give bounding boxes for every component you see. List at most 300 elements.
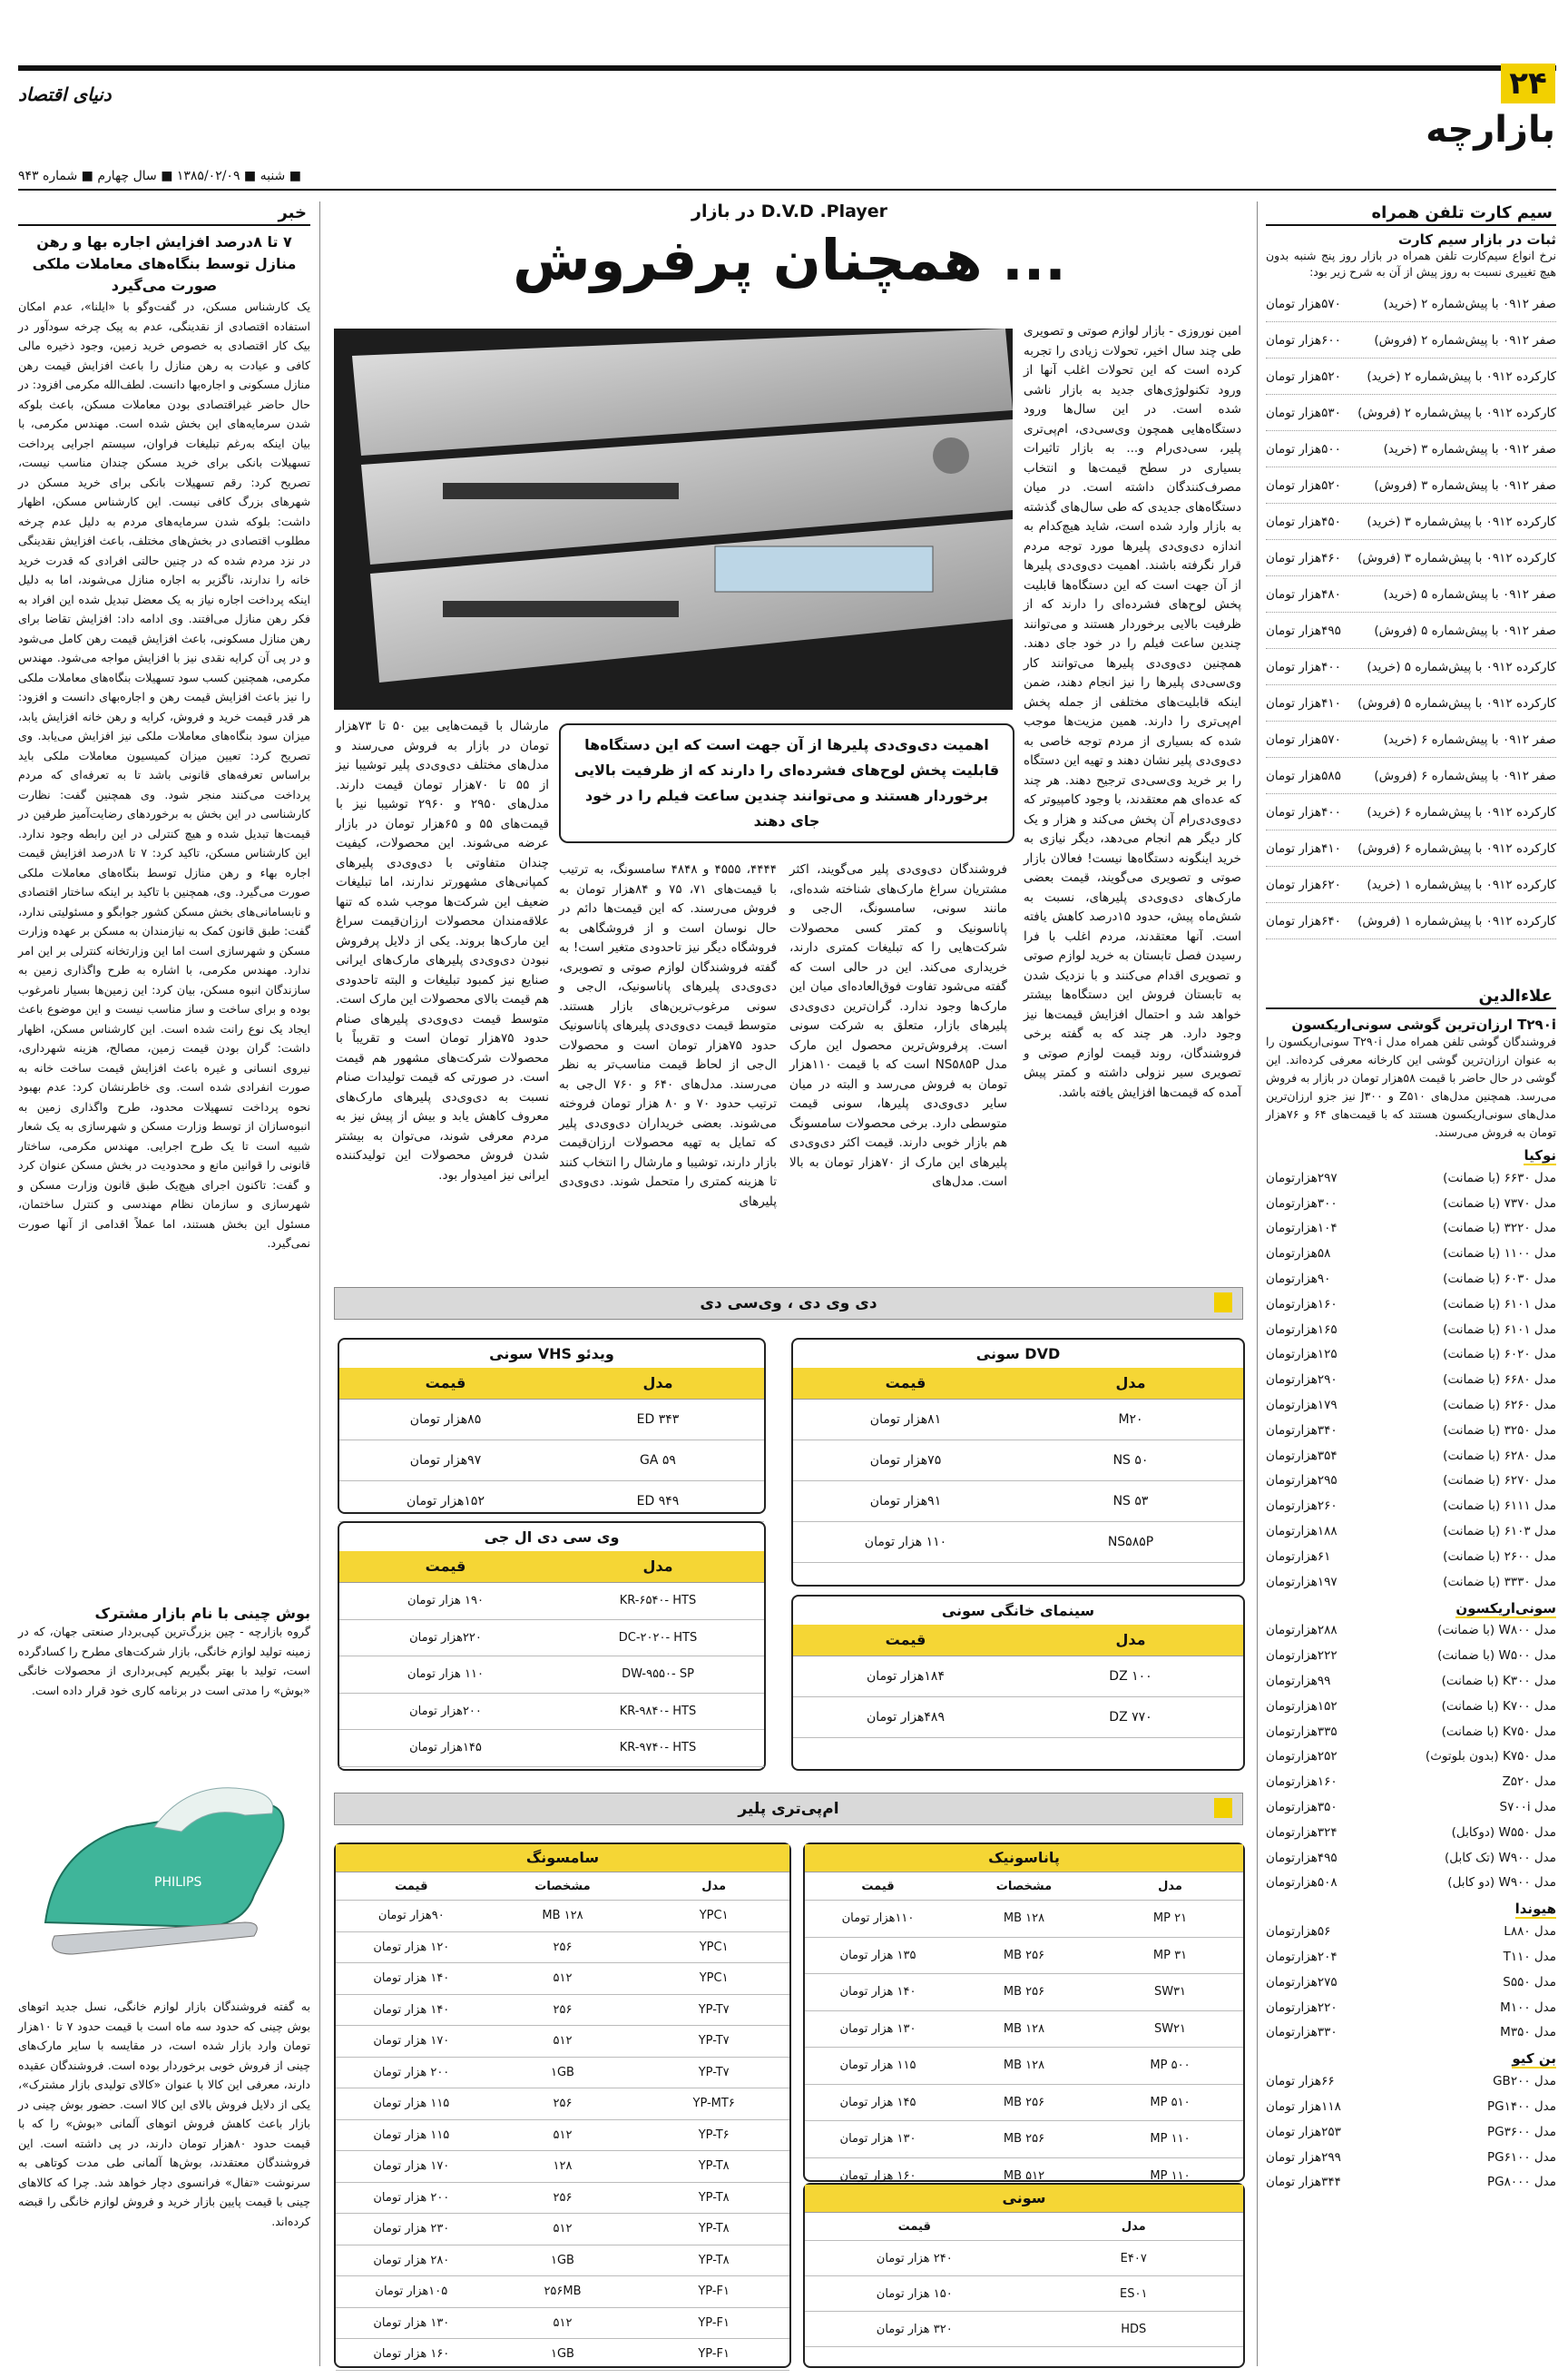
table-cell: ۴۸۹هزار تومان <box>867 1710 945 1725</box>
table-cell: YP-F۱ <box>698 2347 730 2362</box>
table-cell: YP-T۸ <box>698 2190 730 2205</box>
col-model: مدل <box>1158 1879 1182 1893</box>
table-cell: ۱۷۰ هزار تومان <box>373 2159 450 2174</box>
phone-price-list <box>1266 1142 1556 2195</box>
table-cell: ۱۵۲هزارتومان <box>1266 1698 1338 1714</box>
sim-price-row <box>1266 431 1556 467</box>
table-cell: ۲۸۰ هزار تومان <box>373 2253 450 2267</box>
table-cell: ۲۵۲هزارتومان <box>1266 1749 1338 1764</box>
table-cell: ۹۷هزار تومان <box>409 1453 482 1468</box>
phone-price-row <box>1266 1518 1556 1544</box>
table-cell: ۱GB <box>551 2253 574 2267</box>
table-cell: ۲۹۷هزارتومان <box>1266 1170 1338 1185</box>
dvd-vcd-bar: دی وی دی ، وی‌سی دی <box>334 1287 1243 1320</box>
table-row <box>336 2151 789 2183</box>
table-row <box>805 2312 1243 2347</box>
article-callout: اهمیت دی‌وی‌دی پلیرها از آن جهت است که این دستگاه‌ها قابلیت پخش لوح‌های فشرده‌ای را دارند که از ظرفیت بالایی برخوردار هستند و می‌توانند چندین ساعت فیلم را در خود جای دهند <box>559 723 1014 843</box>
table-cell: ۹۹هزارتومان <box>1266 1674 1331 1689</box>
table-cell: ۲۵۶ MB <box>1003 2095 1045 2109</box>
sim-price-row <box>1266 395 1556 431</box>
table-cell: کارکرده ۰۹۱۲ با پیش‌شماره ۵ (خرید) <box>1367 659 1556 674</box>
table-row <box>339 1400 764 1440</box>
table-row <box>793 1440 1243 1481</box>
table-cell: ۶۱هزارتومان <box>1266 1548 1331 1564</box>
table-cell: ۳۴۴هزار تومان <box>1266 2175 1341 2190</box>
section-title: بازارچه <box>1426 109 1555 151</box>
table-cell: ۵۱۲ <box>553 2127 573 2142</box>
table-cell: ۳۵۰هزارتومان <box>1266 1800 1338 1815</box>
phone-price-row <box>1266 1970 1556 1995</box>
column-divider <box>319 201 320 2366</box>
news-column <box>18 201 310 1253</box>
table-cell: ۱۰۴هزارتومان <box>1266 1221 1338 1236</box>
table-cell: ۹۱هزار تومان <box>869 1494 942 1508</box>
col-spec: مشخصات <box>534 1879 591 1893</box>
panasonic-table <box>805 1901 1243 2232</box>
table-cell: مدل ۶۱۰۱ (با ضمانت) <box>1443 1296 1556 1312</box>
table-cell: مدل K۷۵۰ (با ضمانت) <box>1441 1724 1556 1739</box>
table-cell: ۱۲۸ MB <box>1003 2021 1045 2036</box>
table-cell: KR-۹۸۴۰- HTS <box>619 1704 697 1718</box>
table-cell: YPC۱ <box>699 1971 729 1986</box>
dvd-sony-title: DVD سونی <box>975 1345 1061 1362</box>
table-cell: ۱GB <box>551 2065 574 2079</box>
table-cell: NS ۵۳ <box>1112 1494 1149 1508</box>
iron-photo <box>18 1741 310 1986</box>
table-cell: کارکرده ۰۹۱۲ با پیش‌شماره ۲ (خرید) <box>1367 368 1556 384</box>
table-cell: ED ۹۴۹ <box>636 1494 680 1508</box>
table-cell: M۲۰ <box>1118 1412 1143 1427</box>
table-cell: ۵۲۰هزار تومان <box>1266 477 1341 493</box>
table-cell: ۴۱۰هزار تومان <box>1266 695 1341 711</box>
table-cell: مدل ۶۰۳۰ (با ضمانت) <box>1443 1272 1556 1287</box>
sim-price-row <box>1266 649 1556 685</box>
table-row <box>336 2308 789 2340</box>
table-cell: YP-F۱ <box>698 2285 730 2299</box>
table-cell: MP ۱۱۰ <box>1150 2168 1191 2183</box>
table-cell: ۱۰۵هزار تومان <box>375 2285 448 2299</box>
alaeddin-text: فروشندگان گوشی تلفن همراه مدل T۲۹۰i سونی‌اریکسون را به عنوان ارزان‌ترین گوشی این کارخانه معرفی کرده‌اند. این گوشی در حال حاضر با قیمت ۵۸هزار تومان در بازار به فروش می‌رسد. همچنین مدل‌های Z۵۱۰ و J۳۰۰ نیز جزو ارزان‌ترین مدل‌های سونی‌اریکسون هستند که با قیمت‌های ۶۴ و ۷۶هزار تومان به فروش می‌رسند. <box>1266 1035 1557 1139</box>
table-cell: DZ ۷۷۰ <box>1109 1710 1152 1725</box>
table-cell: ۲۰۰ هزار تومان <box>373 2065 450 2079</box>
table-cell: ۲۵۶ <box>553 1940 573 1954</box>
table-cell: ۴۰۰هزار تومان <box>1266 804 1341 820</box>
table-cell: ۲۵۶ <box>553 2190 573 2205</box>
table-cell: مدل ۶۱۰۱ (با ضمانت) <box>1443 1322 1556 1337</box>
sim-price-row <box>1266 322 1556 359</box>
table-cell: ۹۰هزارتومان <box>1266 1272 1331 1287</box>
table-cell: مدل ۶۶۳۰ (با ضمانت) <box>1443 1170 1556 1185</box>
table-cell: ۲۵۶ MB <box>1003 2132 1045 2147</box>
sim-price-row <box>1266 830 1556 867</box>
phone-price-row <box>1266 1216 1556 1242</box>
table-row <box>336 2058 789 2089</box>
vhs-title: ویدئو VHS سونی <box>489 1345 614 1362</box>
sim-price-row <box>1266 722 1556 758</box>
table-cell: ۲۹۵هزارتومان <box>1266 1473 1338 1489</box>
phone-price-row <box>1266 1191 1556 1216</box>
table-cell: مدل W۵۵۰ (دوکابل) <box>1451 1824 1556 1840</box>
bar-marker <box>1214 1292 1232 1312</box>
table-cell: مدل T۱۱۰ <box>1503 1950 1556 1964</box>
table-row <box>805 1901 1243 1938</box>
table-cell: ۱۳۰ هزار تومان <box>839 2021 916 2036</box>
table-row <box>336 2088 789 2120</box>
table-cell: کارکرده ۰۹۱۲ با پیش‌شماره ۱ (خرید) <box>1367 877 1556 892</box>
phone-brand-heading: نوکیا <box>1524 1147 1556 1164</box>
vcd-lg-title: وی سی دی ال جی <box>484 1528 620 1546</box>
column-divider <box>1257 201 1258 2366</box>
col-model: مدل <box>642 1374 673 1391</box>
phone-price-row <box>1266 1719 1556 1744</box>
table-cell: ۱۱۵ هزار تومان <box>373 2127 450 2142</box>
phone-price-row <box>1266 1569 1556 1595</box>
table-cell: صفر ۰۹۱۲ با پیش‌شماره ۲ (خرید) <box>1383 296 1556 311</box>
sim-price-row <box>1266 540 1556 576</box>
col-price: قیمت <box>395 1879 428 1893</box>
table-cell: ۲۸۸هزارتومان <box>1266 1623 1338 1638</box>
table-row <box>805 2048 1243 2085</box>
phone-price-row <box>1266 1995 1556 2020</box>
table-cell: ۱۴۰ هزار تومان <box>373 2002 450 2017</box>
table-cell: ۵۷۰هزار تومان <box>1266 732 1341 747</box>
table-cell: ۲۶۰هزارتومان <box>1266 1499 1338 1514</box>
phone-price-row <box>1266 2169 1556 2195</box>
table-cell: مدل Z۵۲۰ <box>1502 1774 1556 1790</box>
table-row <box>336 2339 789 2371</box>
table-row <box>339 1694 764 1731</box>
col-model: مدل <box>642 1557 673 1575</box>
table-row <box>336 2214 789 2245</box>
vhs-table <box>339 1400 764 1522</box>
phone-brand-heading: هیوندا <box>1514 1901 1556 1918</box>
table-cell: ۴۸۰هزار تومان <box>1266 586 1341 602</box>
phone-price-row <box>1266 1342 1556 1368</box>
table-cell: ۲۵۳هزار تومان <box>1266 2124 1341 2139</box>
sim-price-row <box>1266 903 1556 939</box>
table-cell: ۲۰۰ هزار تومان <box>373 2190 450 2205</box>
brand-logo: دنیای اقتصاد <box>18 84 112 105</box>
table-row <box>805 2121 1243 2158</box>
table-cell: ۲۵۶ MB <box>1003 1985 1045 2000</box>
table-cell: کارکرده ۰۹۱۲ با پیش‌شماره ۳ (خرید) <box>1367 514 1556 529</box>
phone-price-row <box>1266 1266 1556 1292</box>
col-model: مدل <box>1115 1374 1146 1391</box>
table-cell: NS۵۸۵P <box>1107 1535 1154 1549</box>
table-cell: ۵۷۰هزار تومان <box>1266 296 1341 311</box>
table-cell: ۲۰۰هزار تومان <box>409 1704 482 1718</box>
table-cell: ۱۲۸ MB <box>1003 2059 1045 2073</box>
phone-price-row <box>1266 1241 1556 1266</box>
table-cell: مدل S۷۰۰i <box>1499 1800 1556 1815</box>
phone-price-row <box>1266 2145 1556 2170</box>
phone-price-row <box>1266 1367 1556 1392</box>
bosch-body <box>18 1997 310 2231</box>
phone-price-row <box>1266 1694 1556 1719</box>
phone-price-row <box>1266 1919 1556 1944</box>
table-row <box>793 1656 1243 1697</box>
table-cell: YP-T۷ <box>698 2065 730 2079</box>
table-row <box>805 1938 1243 1975</box>
table-cell: ۲۵۶ <box>553 2002 573 2017</box>
table-cell: مدل ۳۲۵۰ (با ضمانت) <box>1443 1422 1556 1438</box>
table-cell: ۱۶۰ هزار تومان <box>839 2168 916 2183</box>
table-cell: مدل ۷۳۷۰ (با ضمانت) <box>1443 1195 1556 1211</box>
table-cell: ۲۲۲هزارتومان <box>1266 1648 1338 1664</box>
phone-price-row <box>1266 1493 1556 1518</box>
table-row <box>336 1901 789 1932</box>
table-cell: DW-۹۵۵۰- SP <box>622 1667 694 1682</box>
col-price: قیمت <box>425 1557 466 1575</box>
table-cell: KR-۹۷۴۰- HTS <box>619 1741 697 1755</box>
header-rule <box>18 65 1556 71</box>
bosch-headline: بوش چینی با نام بازار مشترک <box>94 1605 310 1622</box>
table-cell: مدل K۷۵۰ (بدون بلوتوث) <box>1425 1749 1556 1764</box>
table-cell: ۱۲۵هزارتومان <box>1266 1347 1338 1362</box>
sim-price-row <box>1266 758 1556 794</box>
sim-card-column <box>1266 201 1556 939</box>
table-cell: کارکرده ۰۹۱۲ با پیش‌شماره ۳ (فروش) <box>1357 550 1556 565</box>
phone-price-row <box>1266 2119 1556 2145</box>
table-cell: ۲۲۰هزارتومان <box>1266 2000 1338 2015</box>
table-cell: کارکرده ۰۹۱۲ با پیش‌شماره ۵ (فروش) <box>1357 695 1556 711</box>
news-headline: ۷ تا ۸درصد افزایش اجاره بها و رهن منازل توسط بنگاه‌های معاملات ملکی صورت می‌گیرد <box>32 233 297 294</box>
dvd-sony-table <box>793 1400 1243 1563</box>
table-cell: ۲۰۴هزارتومان <box>1266 1950 1338 1964</box>
panasonic-box <box>803 1842 1245 2182</box>
samsung-box <box>334 1842 791 2368</box>
table-cell: مدل ۶۰۲۰ (با ضمانت) <box>1443 1347 1556 1362</box>
table-cell: ۲۵۶ <box>553 2097 573 2111</box>
article-kicker: D.V.D .Player در بازار <box>691 201 887 221</box>
table-cell: ۵۱۲ MB <box>1003 2168 1045 2183</box>
col-price: قیمت <box>885 1374 926 1391</box>
table-row <box>793 1481 1243 1522</box>
table-cell: ۵۲۰هزار تومان <box>1266 368 1341 384</box>
table-cell: MP ۲۱ <box>1152 1911 1188 1926</box>
table-cell: کارکرده ۰۹۱۲ با پیش‌شماره ۶ (خرید) <box>1367 804 1556 820</box>
news-label: خبر <box>18 201 310 226</box>
table-cell: مدل W۵۰۰ (با ضمانت) <box>1437 1648 1556 1664</box>
table-row <box>336 1995 789 2027</box>
sim-price-row <box>1266 794 1556 830</box>
table-cell: ۴۰۰هزار تومان <box>1266 659 1341 674</box>
table-cell: ۵۶هزارتومان <box>1266 1924 1331 1940</box>
col-price: قیمت <box>885 1631 926 1648</box>
vcd-lg-table <box>339 1583 764 1767</box>
table-cell: YP-T۶ <box>698 2127 730 2142</box>
phone-price-row <box>1266 1392 1556 1418</box>
table-cell: ED ۳۴۳ <box>636 1412 680 1427</box>
page-number: ۲۴ <box>1501 64 1555 103</box>
table-cell: صفر ۰۹۱۲ با پیش‌شماره ۳ (فروش) <box>1374 477 1556 493</box>
bosch-body-text: به گفته فروشندگان بازار لوازم خانگی، نسل جدید اتوهای بوش چینی که حدود سه ماه است با قیمت حدود ۷ تا ۱۰هزار تومان وارد بازار شده است، در مقایسه با سایر مارک‌های چینی از فروش خوبی برخوردار بوده است. فروشندگان عقیده دارند، معرفی این کالا با عنوان «کالای تولیدی بازار مشترک»، یکی از دلایل فروش بالای این کالا است. حضور بوش چینی در بازار باعث کاهش فروش اتوهای آلمانی «بوش» را که با قیمت حدود ۸۰هزار تومان دارند، در پی داشته است. این فروشندگان معتقدند، بوش‌ها آلمانی طی مدت کوتاهی به سرنوشت «تفال» فرانسوی دچار خواهد شد. چرا که کالاهای چینی با قیمت پایین بازار خرید و فروش لوازم خانگی را قبضه کرده‌اند. <box>18 2000 310 2228</box>
table-cell: ۴۵۰هزار تومان <box>1266 514 1341 529</box>
col-price: قیمت <box>861 1879 895 1893</box>
table-cell: مدل M۳۵۰ <box>1500 2025 1556 2040</box>
table-cell: صفر ۰۹۱۲ با پیش‌شماره ۲ (فروش) <box>1374 332 1556 348</box>
sim-price-row <box>1266 359 1556 395</box>
table-cell: MP ۱۱۰ <box>1150 2132 1191 2147</box>
col-model: مدل <box>1121 2219 1146 2234</box>
table-cell: صفر ۰۹۱۲ با پیش‌شماره ۳ (خرید) <box>1383 441 1556 457</box>
table-row <box>793 1697 1243 1738</box>
table-cell: ۱۲۸ <box>553 2159 573 2174</box>
table-cell: مدل K۷۰۰ (با ضمانت) <box>1441 1698 1556 1714</box>
dvd-photo <box>334 329 1013 710</box>
bar-marker <box>1214 1798 1232 1818</box>
table-cell: YP-T۷ <box>698 2034 730 2049</box>
table-cell: مدل PG۸۰۰۰ <box>1486 2175 1556 2190</box>
table-cell: مدل ۶۱۰۳ (با ضمانت) <box>1443 1524 1556 1539</box>
table-cell: ۵۰۰هزار تومان <box>1266 441 1341 457</box>
table-cell: صفر ۰۹۱۲ با پیش‌شماره ۶ (فروش) <box>1374 768 1556 783</box>
phone-price-row <box>1266 1744 1556 1770</box>
table-cell: مدل PG۳۶۰۰ <box>1486 2124 1556 2139</box>
table-cell: ۲۲۰هزار تومان <box>409 1630 482 1645</box>
home-theater-box <box>791 1595 1245 1771</box>
table-cell: YP-T۷ <box>698 2002 730 2017</box>
table-row <box>805 2241 1243 2276</box>
news-body: یک کارشناس مسکن، در گفت‌وگو با «ایلنا»، عدم امکان استفاده اقتصادی از نقدینگی، عدم به پیک چرخه سودآور در بیک کار اقتصادی به خصوص خرید زمین، وجود ذخیره مالی کافی و عیادت به رهن منازل را باعث افزایش قیمت رهن منازل مسکونی و اجاره‌بها دانست. لطف‌الله مکرمی افزود: در حال حاضر غیراقتصادی بودن معاملات مسکن، باعث بلوکه شدن سرمایه‌های این بخش شده است. مهندس مکرمی، با بیان اینکه به‌رغم تبلیغات فراوان، سیستم اجرایی پرداخت تسهیلات بانکی برای خرید مسکن چندان مناسب نیست، تصریح کرد: رقم تسهیلات بانکی برای خرید مسکن در شهرهای بزرگ کافی نیست. این کارشناس مسکن، اظهار داشت: بلوکه شدن سرمایه‌های مردم به دلیل عدم چرخه مطلوب اقتصادی در بخش‌های مختلف، باعث افزایش نقدینگی در نزد مردم شده که در چنین حالتی افرادی که قدرت خرید خانه را ندارند، ناگزیر به اجاره منازل می‌شوند، اما به دلیل اینکه پرداخت اجاره نیاز به یک معضل تبدیل شده این افراد به فکر رهن منازل می‌افتند. وی ادامه داد: افزایش تقاضا برای رهن منازل مسکونی، باعث افزایش قیمت رهن کامل می‌شود و در پی آن کرایه نقدی نیز با افزایش مواجه می‌شود. مهندس مکرمی، همچنین کسب سود تسهیلات بنگاه‌های معاملات ملکی را نیز باعث افزایش قیمت رهن و اجاره‌بهای دانست و افزود: هر قدر قیمت خرید و فروش، کرایه و رهن خانه افزایش یابد، میزان سود بنگاه‌های معاملات ملکی نیز افزایش می‌یابد. وی تصریح کرد: تعیین میزان کمیسیون معاملات ملکی باید براساس تعرفه‌های قانونی باشد تا به تعرفه‌ای که مردم پرداخت می‌کنند منجر شود. وی همچنین گفت: نظارت کارشناسی در این بخش به برخوردهای رضایت‌آمیز طرفین در قیمت‌ها تبدیل شده و هیچ کنترلی در این رابطه وجود ندارد. این کارشناس مسکن، تاکید کرد: ۷ تا ۸درصد افزایش قیمت اجاره بهاء و رهن منازل توسط بنگاه‌های معاملات ملکی صورت می‌گیرد. وی، همچنین با تاکید بر اینکه ساختار اقتصادی و نابسامانی‌های بخش مسکن کشور جوابگو و مسئولیتی ندارد، گفت: طبق قانون کمک به نیازمندان به مسکن بر عهده وزارت مسکن و شهرسازی است اما این وزارتخانه کنترلی بر این امر ندارد. مهندس مکرمی، با اشاره به طرح واگذاری زمین به سازندگان انبوه مسکن، بیان کرد: این زمین‌ها بسیار نامرغوب بوده و برای ساخت و ساز مناسب نیست و این موضوع باعث ایجاد یک نوع رانت شده است. این کارشناس مسکن، اظهار داشت: گران بودن قیمت زمین، مصالح، هزینه شهرداری، نیروی انسانی و غیره باعث افزایش قیمت ساخت خانه به صورت انفرادی شده است. وی خاطرنشان کرد: عدم بهبود نحوه پرداخت تسهیلات محدود، طرح واگذاری زمین به انبوه‌سازان از توسط وزارت مسکن و شهرسازی به یک شعار شبیه است تا یک طرح اجرایی. مهندس مکرمی، ساختار قانونی را قوانین مانع و محدودیت در بخش مسکن عنوان کرد و گفت: تاکنون اجرای هیچ‌یک طبق قانون وزارت مسکن و شهرسازی و سازمان نظام مهندسی و کنترل ساختمان، مسئول این بخش هستند، اما عملاً اقدامی از آنها صورت نمی‌گیرد. <box>18 300 310 1250</box>
alaeddin-column <box>1266 985 1556 2195</box>
table-cell: ۵۰۸هزارتومان <box>1266 1875 1338 1891</box>
phone-price-row <box>1266 1794 1556 1820</box>
table-cell: ۴۹۵هزار تومان <box>1266 623 1341 638</box>
table-row <box>805 1974 1243 2011</box>
table-cell: HDS <box>1121 2322 1147 2336</box>
table-row <box>336 1932 789 1964</box>
table-cell: ۴۶۰هزار تومان <box>1266 550 1341 565</box>
table-cell: ۱۵۲هزار تومان <box>407 1494 485 1508</box>
table-cell: YPC۱ <box>699 1909 729 1923</box>
table-cell: DZ ۱۰۰ <box>1109 1669 1152 1684</box>
table-row <box>339 1656 764 1694</box>
phone-price-row <box>1266 1469 1556 1494</box>
col-model: مدل <box>701 1879 727 1893</box>
table-cell: مدل ۶۲۶۰ (با ضمانت) <box>1443 1398 1556 1413</box>
table-cell: ۱۱۰ هزار تومان <box>407 1667 484 1682</box>
table-row <box>805 2011 1243 2049</box>
table-cell: ۱GB <box>551 2347 574 2362</box>
table-cell: ۲۴۰ هزار تومان <box>876 2251 953 2265</box>
col-price: قیمت <box>425 1374 466 1391</box>
alaeddin-title: علاءالدین <box>1266 985 1556 1009</box>
table-cell: ۳۵۴هزارتومان <box>1266 1448 1338 1463</box>
table-cell: ۱۱۵ هزار تومان <box>373 2097 450 2111</box>
phone-price-row <box>1266 1820 1556 1845</box>
table-cell: ۵۱۲ <box>553 2222 573 2236</box>
table-cell: ۳۰۰هزارتومان <box>1266 1195 1338 1211</box>
phone-price-row <box>1266 1668 1556 1694</box>
sim-price-row <box>1266 867 1556 903</box>
table-cell: مدل ۶۱۱۱ (با ضمانت) <box>1443 1499 1556 1514</box>
col-model: مدل <box>1115 1631 1146 1648</box>
table-cell: ۷۵هزار تومان <box>869 1453 942 1468</box>
phone-price-row <box>1266 1317 1556 1342</box>
phone-price-row <box>1266 1418 1556 1443</box>
table-cell: مدل ۳۲۲۰ (با ضمانت) <box>1443 1221 1556 1236</box>
dateline: ■ شنبه ■ ۱۳۸۵/۰۲/۰۹ ■ سال چهارم ■ شماره ۹۴۳ <box>18 169 301 183</box>
table-cell: ۸۵هزار تومان <box>409 1412 482 1427</box>
table-cell: ۱۱۰هزار تومان <box>841 1911 915 1926</box>
table-cell: ۵۸۵هزار تومان <box>1266 768 1341 783</box>
table-row <box>336 2026 789 2058</box>
samsung-table <box>336 1901 789 2371</box>
table-cell: ۴۱۰هزار تومان <box>1266 840 1341 856</box>
table-row <box>336 1963 789 1995</box>
table-row <box>339 1583 764 1620</box>
table-cell: YPC۱ <box>699 1940 729 1954</box>
table-row <box>336 2120 789 2152</box>
table-cell: مدل PG۶۱۰۰ <box>1486 2149 1556 2165</box>
sony-mp3-title: سونی <box>805 2185 1243 2213</box>
table-cell: MP ۵۱۰ <box>1150 2095 1191 2109</box>
sim-price-row <box>1266 286 1556 322</box>
article-col4: مارشال با قیمت‌هایی بین ۵۰ تا ۷۳هزار تومان در بازار به فروش می‌رسند و مدل‌های مختلف دی‌وی‌دی پلیر توشیبا نیز از ۵۵ تا ۷۰هزار تومان قیمت دارند. مدل‌های ۲۹۵۰ و ۲۹۶۰ توشیبا نیز با قیمت‌های ۵۵ و ۶۵هزار تومان در بازار عرضه می‌شوند. این محصولات، کیفیت چندان متفاوتی با دی‌وی‌دی پلیرهای کمپانی‌های مشهورتر ندارند، اما تبلیغات ضعیف این شرکت‌ها موجب شده که تنها علاقه‌مندان محصولات ارزان‌قیمت سراغ این مارک‌ها بروند. یکی از دلایل پرفروش نبودن دی‌وی‌دی پلیرهای مارک‌های ایرانی صنایع نیز کمبود تبلیغات و البته تاحدودی هم قیمت بالای محصولات این مارک است. متوسط قیمت دی‌وی‌دی پلیرهای صنام حدود ۷۵هزار تومان است و تقریباً با محصولات شرکت‌های مشهور هم قیمت است. در صورتی که قیمت تولیدات صنام نسبت به دی‌وی‌دی پلیرهای مارک‌های معروف کاهش یابد و بیش از پیش نیز به مردم معرفی شوند، می‌توان به بیشتر شدن فروش محصولات این تولیدکننده ایرانی نیز امیدوار بود. <box>336 719 550 1183</box>
table-cell: DC-۲۰۲۰- HTS <box>618 1630 698 1645</box>
table-row <box>805 2276 1243 2312</box>
table-cell: ۲۵۶ MB <box>1003 1948 1045 1962</box>
table-cell: کارکرده ۰۹۱۲ با پیش‌شماره ۲ (فروش) <box>1357 405 1556 420</box>
bosch-article <box>18 1605 310 1700</box>
table-cell: ES۰۱ <box>1120 2286 1148 2301</box>
sim-title: سیم کارت تلفن همراه <box>1266 201 1556 226</box>
phone-price-row <box>1266 1871 1556 1896</box>
table-cell: ۱۴۵هزار تومان <box>409 1741 482 1755</box>
table-cell: صفر ۰۹۱۲ با پیش‌شماره ۵ (خرید) <box>1383 586 1556 602</box>
table-cell: ۱۵۰ هزار تومان <box>876 2286 953 2301</box>
table-cell: کارکرده ۰۹۱۲ با پیش‌شماره ۶ (فروش) <box>1357 840 1556 856</box>
article-col2: فروشندگان دی‌وی‌دی پلیر می‌گویند، اکثر مشتریان سراغ مارک‌های شناخته شده‌ای، مانند سونی، سامسونگ، ال‌جی و پاناسونیک و کمتر کسی محصولات شرکت‌هایی را که تبلیغات کمتری دارند، خریداری می‌کند. این در حالی است که گفته می‌شود تفاوت فوق‌العاده‌ای میان این مارک‌ها وجود ندارد. گران‌ترین دی‌وی‌دی پلیرهای بازار، متعلق به شرکت سونی است. پرفروش‌ترین محصول این مارک مدل NS۵۸۵P است که با قیمت ۱۱۰هزار تومان به فروش می‌رسد و البته در میان سایر دی‌وی‌دی پلیرها، سونی قیمت متوسطی دارد. برخی محصولات سامسونگ هم بازار خوبی دارند. قیمت اکثر دی‌وی‌دی پلیرهای این مارک از ۷۰هزار تومان به بالا است. مدل‌های <box>789 862 1007 1189</box>
table-cell: MP ۳۱ <box>1152 1948 1188 1962</box>
table-cell: ۱۶۵هزارتومان <box>1266 1322 1338 1337</box>
table-cell: ۲۹۰هزارتومان <box>1266 1372 1338 1388</box>
table-cell: ۱۱۵ هزار تومان <box>839 2059 916 2073</box>
table-cell: مدل S۵۵۰ <box>1503 1974 1556 1990</box>
table-row <box>805 2085 1243 2122</box>
table-cell: مدل ۱۱۰۰ (با ضمانت) <box>1443 1246 1556 1262</box>
sim-price-row <box>1266 504 1556 540</box>
table-cell: ۵۳۰هزار تومان <box>1266 405 1341 420</box>
table-cell: ۱۳۰ هزار تومان <box>373 2315 450 2330</box>
table-row <box>336 2245 789 2277</box>
table-cell: SW۲۱ <box>1153 2021 1187 2036</box>
table-cell: ۵۱۲ <box>553 1971 573 1986</box>
table-cell: ۱۴۰ هزار تومان <box>839 1985 916 2000</box>
table-cell: مدل ۶۲۸۰ (با ضمانت) <box>1443 1448 1556 1463</box>
table-cell: ۱۲۸ MB <box>1003 1911 1045 1926</box>
table-cell: E۴۰۷ <box>1120 2251 1147 2265</box>
home-theater-title: سینمای خانگی سونی <box>941 1602 1095 1619</box>
table-cell: ۸۱هزار تومان <box>869 1412 942 1427</box>
table-cell: YP-T۸ <box>698 2159 730 2174</box>
table-row <box>336 2276 789 2308</box>
table-cell: GA ۵۹ <box>640 1453 676 1468</box>
panasonic-title: پاناسونیک <box>805 1844 1243 1872</box>
table-cell: ۶۴۰هزار تومان <box>1266 913 1341 929</box>
phone-brand-heading: سونی‌اریکسون <box>1455 1599 1556 1616</box>
table-cell: ۱۲۸ MB <box>542 1909 583 1923</box>
phone-price-row <box>1266 1544 1556 1569</box>
table-cell: مدل PG۱۴۰۰ <box>1486 2098 1556 2114</box>
sim-price-row <box>1266 613 1556 649</box>
table-cell: ۱۱۸هزار تومان <box>1266 2098 1341 2114</box>
article-title: ... همچنان پرفروش <box>513 227 1066 293</box>
table-cell: KR-۶۵۴۰- HTS <box>619 1594 697 1608</box>
table-cell: ۲۷۵هزارتومان <box>1266 1974 1338 1990</box>
table-cell: مدل ۳۳۳۰ (با ضمانت) <box>1443 1574 1556 1589</box>
